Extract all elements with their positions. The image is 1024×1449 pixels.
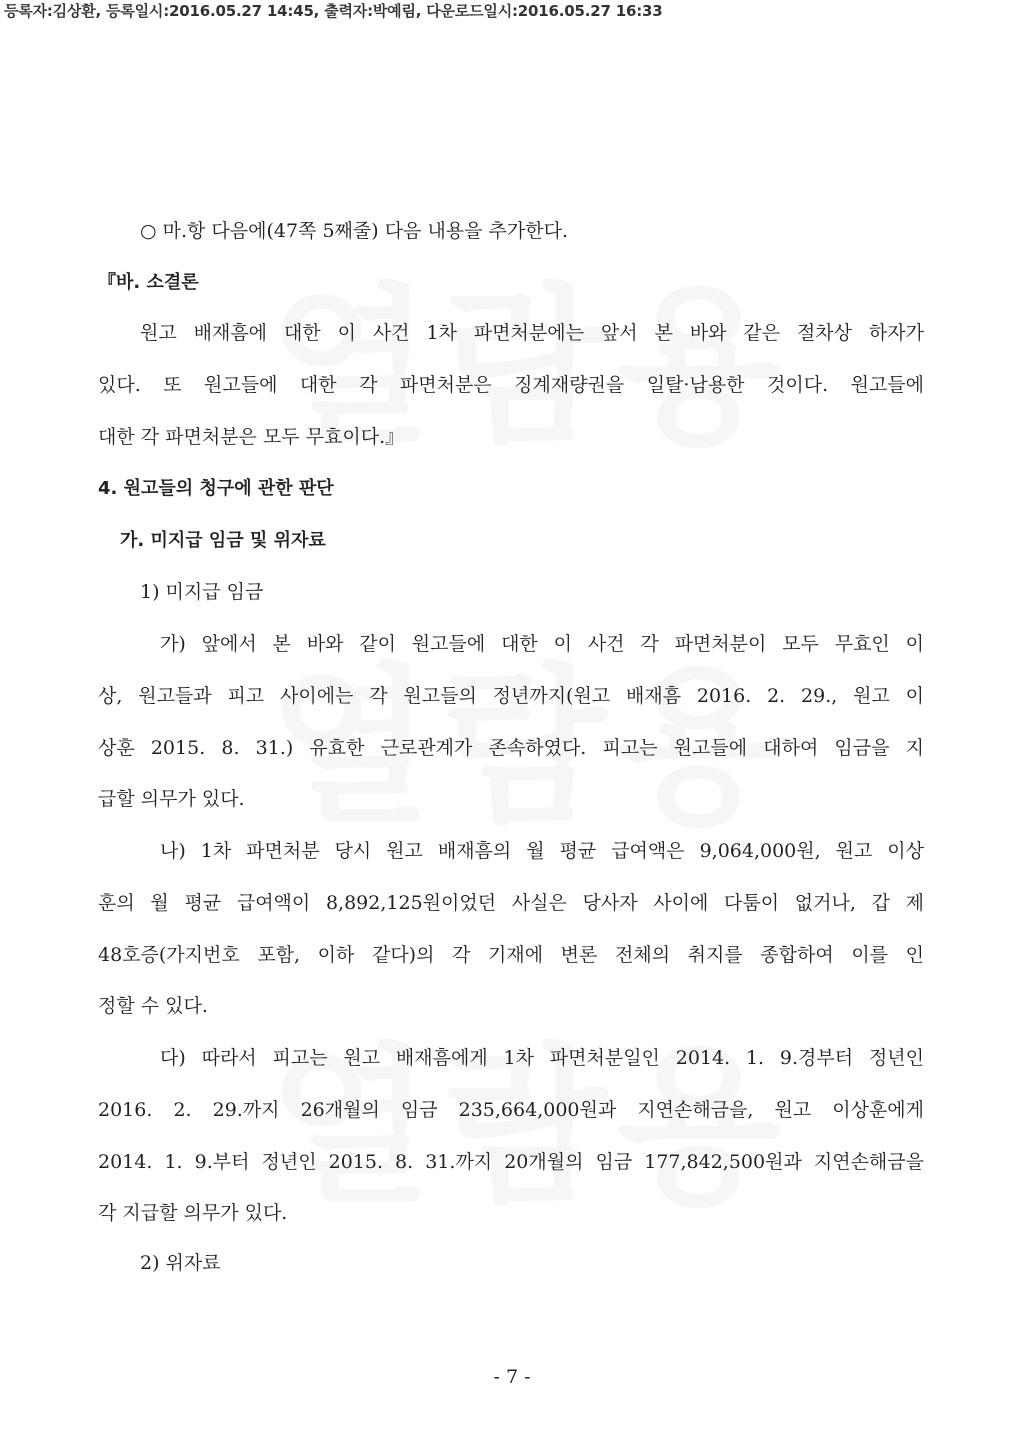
paragraph-text: 2014. 1. 9.부터 정년인 2015. 8. 31.까지 20개월의 임금 177,842,500원과 지연손해금을	[98, 1151, 924, 1173]
paragraph-line: 각 지급할 의무가 있다.	[98, 1202, 288, 1224]
paragraph-text: 원고 배재흠에 대한 이 사건 1차 파면처분에는 앞서 본 바와 같은 절차상 하자가	[140, 322, 924, 344]
item-heading-1: 1) 미지급 임금	[140, 581, 264, 603]
paragraph-line	[98, 372, 924, 398]
section-heading-4: 4. 원고들의 청구에 관한 판단	[98, 478, 334, 499]
item-heading-2: 2) 위자료	[140, 1252, 221, 1274]
paragraph-line	[98, 1097, 924, 1123]
subsection-heading-ga: 가. 미지급 임금 및 위자료	[120, 530, 326, 551]
paragraph-line: 정할 수 있다.	[98, 995, 208, 1017]
document-meta-header: 등록자:김상환, 등록일시:2016.05.27 14:45, 출력자:박예림, 다운로드일시:2016.05.27 16:33	[4, 2, 663, 20]
paragraph-text: 다) 따라서 피고는 원고 배재흠에게 1차 파면처분일인 2014. 1. 9.경부터 정년인	[160, 1047, 924, 1069]
paragraph-text: 나) 1차 파면처분 당시 원고 배재흠의 월 평균 급여액은 9,064,000원, 원고 이상	[160, 840, 924, 862]
paragraph-text: 가) 앞에서 본 바와 같이 원고들에 대한 이 사건 각 파면처분이 모두 무효인 이	[160, 633, 924, 655]
paragraph-text: 상, 원고들과 피고 사이에는 각 원고들의 정년까지(원고 배재흠 2016. 2. 29., 원고 이	[98, 685, 924, 707]
paragraph-text: 있다. 또 원고들에 대한 각 파면처분은 징계재량권을 일탈·남용한 것이다. 원고들에	[98, 374, 924, 396]
paragraph-text: 48호증(가지번호 포함, 이하 같다)의 각 기재에 변론 전체의 취지를 종합하여 이를 인	[98, 944, 924, 966]
paragraph-line	[98, 1045, 924, 1071]
page-number: - 7 -	[493, 1366, 531, 1388]
paragraph-line	[98, 320, 924, 346]
paragraph-text: 2016. 2. 29.까지 26개월의 임금 235,664,000원과 지연손해금을, 원고 이상훈에게	[98, 1099, 924, 1121]
section-heading-conclusion: 『바. 소결론	[98, 272, 199, 293]
paragraph-text: 훈의 월 평균 급여액이 8,892,125원이었던 사실은 당사자 사이에 다툼이 없거나, 갑 제	[98, 892, 924, 914]
paragraph-line	[98, 838, 924, 864]
instruction-line: ○ 마.항 다음에(47쪽 5째줄) 다음 내용을 추가한다.	[140, 220, 569, 242]
paragraph-line	[98, 683, 924, 709]
paragraph-line	[98, 1149, 924, 1175]
paragraph-text: 상훈 2015. 8. 31.) 유효한 근로관계가 존속하였다. 피고는 원고들에 대하여 임금을 지	[98, 737, 924, 759]
paragraph-line	[98, 735, 924, 761]
paragraph-line: 급할 의무가 있다.	[98, 788, 245, 810]
paragraph-line	[98, 942, 924, 968]
paragraph-line	[98, 890, 924, 916]
paragraph-line	[98, 631, 924, 657]
paragraph-line: 대한 각 파면처분은 모두 무효이다.』	[98, 426, 405, 448]
